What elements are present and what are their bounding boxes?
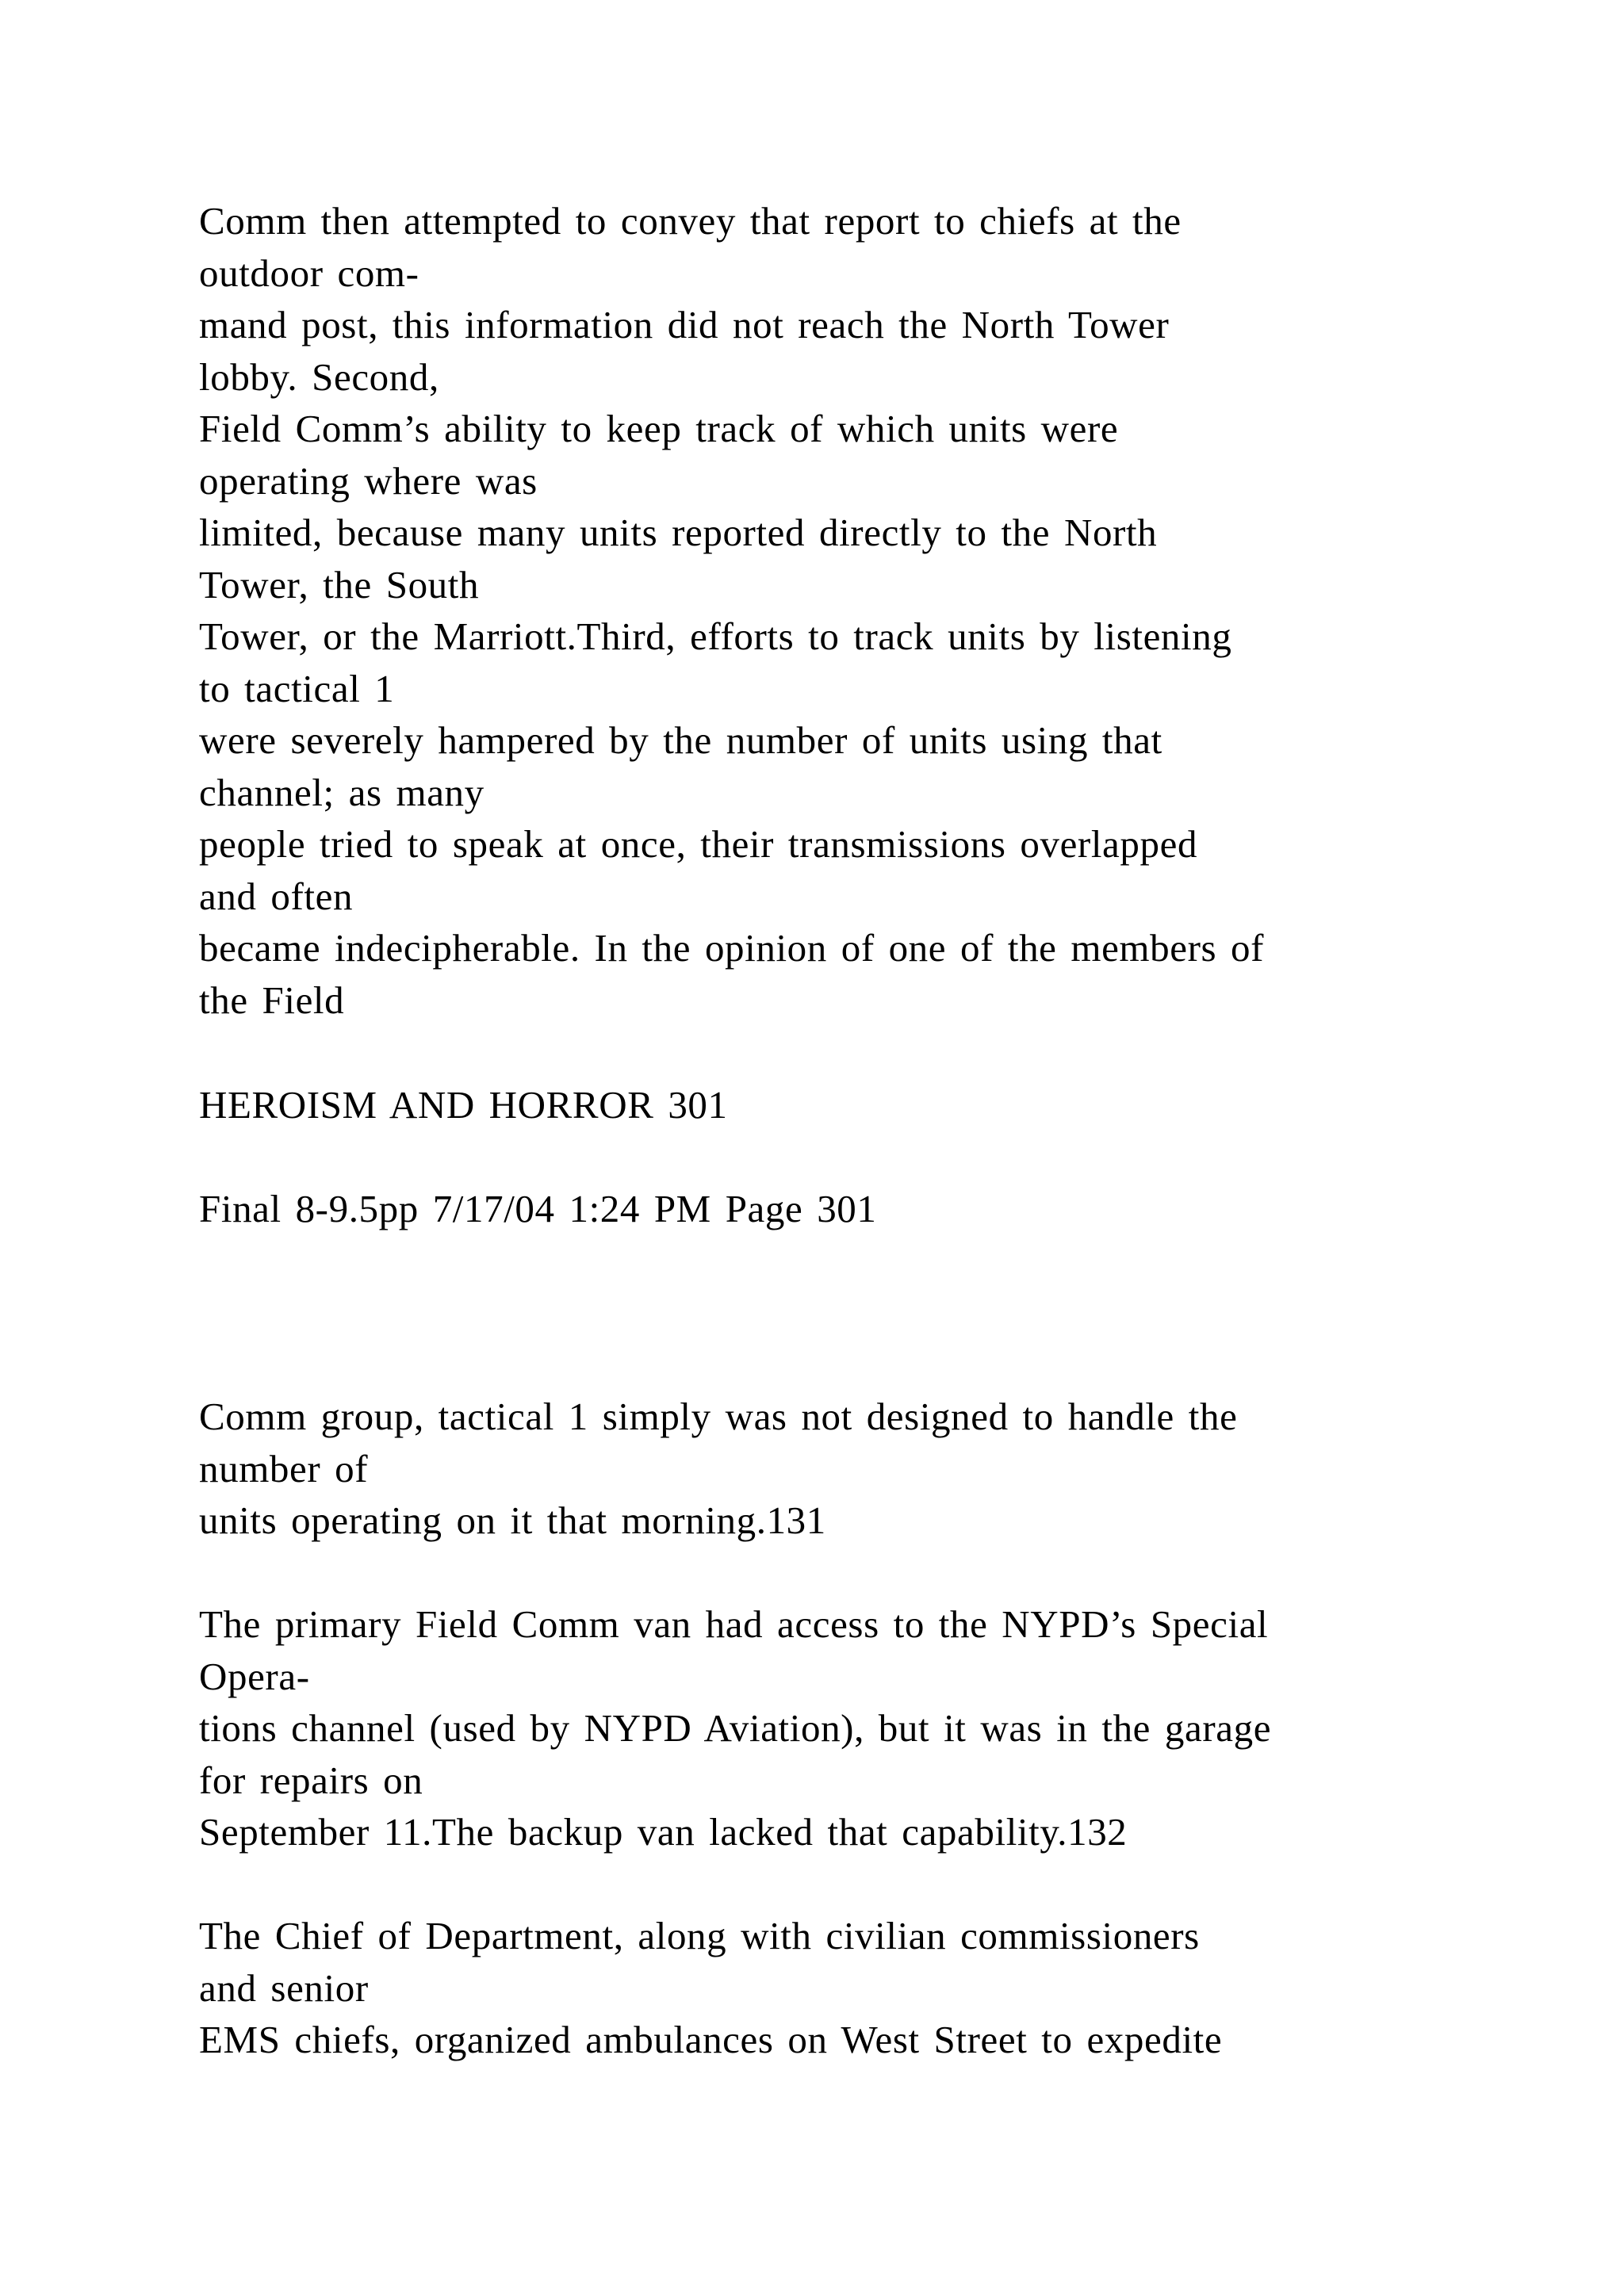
text-line: outdoor com- <box>199 251 419 295</box>
text-line: Field Comm’s ability to keep track of which units were <box>199 407 1119 450</box>
text-line: Comm then attempted to convey that report to chiefs at the <box>199 199 1182 243</box>
text-line: Tower, the South <box>199 562 480 607</box>
text-line: Comm group, tactical 1 simply was not designed to handle the <box>199 1395 1238 1438</box>
text-line: people tried to speak at once, their transmissions overlapped <box>199 822 1198 866</box>
text-line: September 11.The backup van lacked that capability.132 <box>199 1810 1128 1854</box>
text-line: to tactical 1 <box>199 666 395 710</box>
text-line: tions channel (used by NYPD Aviation), but it was in the garage <box>199 1706 1272 1750</box>
paragraph-3 <box>199 1598 1500 1858</box>
paragraph-4 <box>199 1910 1500 2066</box>
text-line: operating where was <box>199 458 538 503</box>
text-line: for repairs on <box>199 1758 423 1802</box>
text-line: Opera- <box>199 1654 310 1698</box>
text-line: became indecipherable. In the opinion of one of the members of <box>199 926 1265 970</box>
text-line: lobby. Second, <box>199 354 439 399</box>
text-line: limited, because many units reported directly to the North <box>199 511 1158 554</box>
text-line: mand post, this information did not reach the North Tower <box>199 303 1170 346</box>
text-line: EMS chiefs, organized ambulances on West Street to expedite <box>199 2018 1223 2061</box>
paragraph-2 <box>199 1391 1500 1547</box>
print-slug-text: Final 8-9.5pp 7/17/04 1:24 PM Page 301 <box>199 1187 877 1230</box>
text-line: The Chief of Department, along with civilian commissioners <box>199 1914 1200 1957</box>
running-footer-text: HEROISM AND HORROR 301 <box>199 1083 728 1127</box>
print-slug <box>199 1183 1500 1235</box>
text-line: The primary Field Comm van had access to the NYPD’s Special <box>199 1602 1269 1646</box>
text-line: number of <box>199 1446 369 1490</box>
text-line: were severely hampered by the number of units using that <box>199 718 1162 762</box>
text-line: Tower, or the Marriott.Third, efforts to track units by listening <box>199 614 1232 658</box>
text-line: and senior <box>199 1965 369 2010</box>
paragraph-1 <box>199 195 1500 1026</box>
text-line: channel; as many <box>199 770 485 814</box>
text-line: the Field <box>199 978 345 1022</box>
text-line: units operating on it that morning.131 <box>199 1498 826 1542</box>
running-footer <box>199 1079 1500 1131</box>
text-line: and often <box>199 874 354 918</box>
